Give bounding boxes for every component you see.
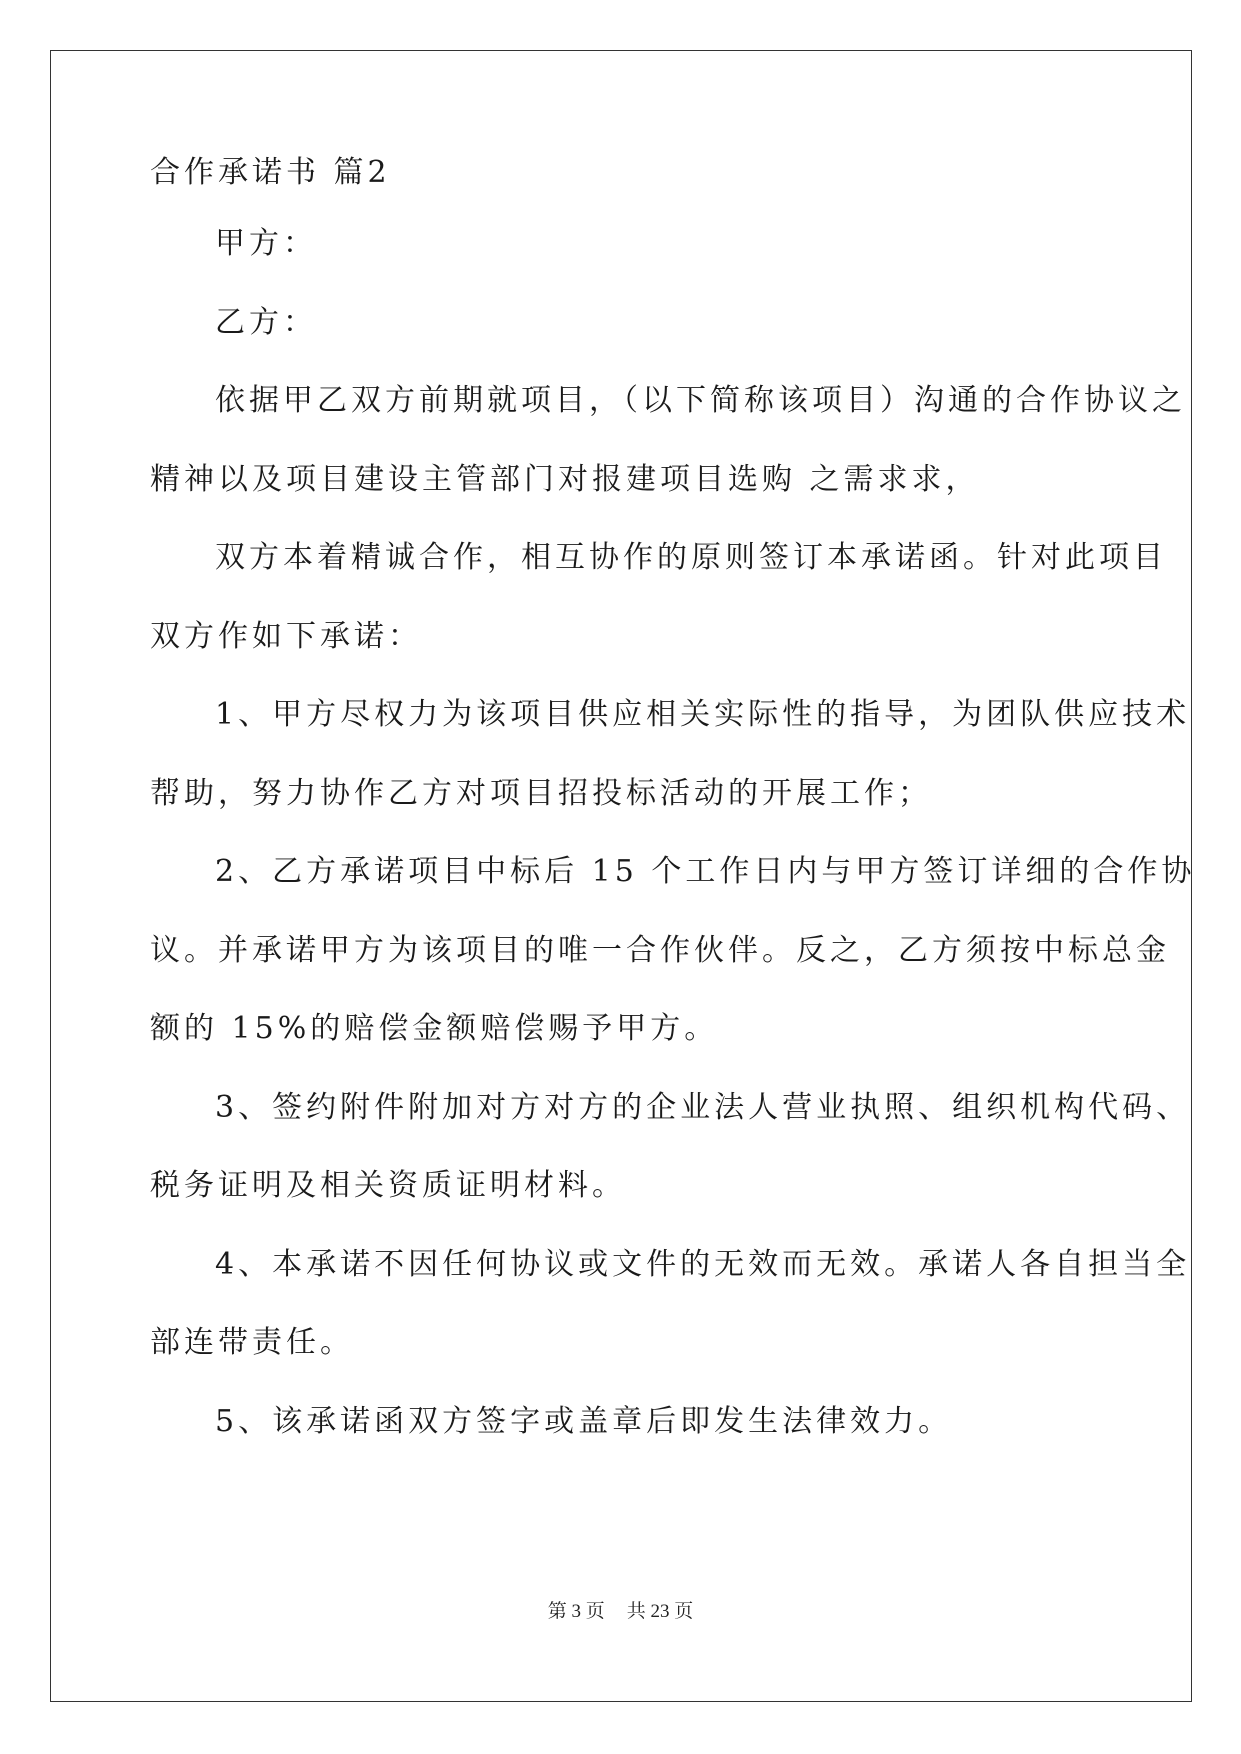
clause-2-line: 2、乙方承诺项目中标后 15 个工作日内与甲方签订详细的合作协	[215, 854, 1196, 889]
clause-4-line: 4、本承诺不因任何协议或文件的无效而无效。承诺人各自担当全	[215, 1247, 1191, 1282]
party-a-line: 甲方：	[215, 226, 317, 261]
paragraph-line: 双方本着精诚合作，相互协作的原则签订本承诺函。针对此项目	[215, 540, 1167, 575]
document-title: 合作承诺书 篇2	[150, 155, 391, 190]
paragraph-line: 双方作如下承诺：	[150, 619, 422, 654]
page-number: 第 3 页	[547, 1601, 605, 1622]
clause-3-line: 3、签约附件附加对方对方的企业法人营业执照、组织机构代码、	[215, 1090, 1191, 1125]
clause-1-line: 帮助，努力协作乙方对项目招投标活动的开展工作；	[150, 776, 932, 811]
clause-2-line: 额的 15%的赔偿金额赔偿赐予甲方。	[150, 1011, 719, 1046]
page-footer	[0, 1600, 1241, 1624]
clause-3-line: 税务证明及相关资质证明材料。	[150, 1168, 626, 1203]
clause-1-line: 1、甲方尽权力为该项目供应相关实际性的指导，为团队供应技术	[215, 697, 1191, 732]
paragraph-line: 依据甲乙双方前期就项目，（以下简称该项目）沟通的合作协议之	[215, 383, 1186, 418]
party-b-line: 乙方：	[215, 305, 317, 340]
clause-2-line: 议。并承诺甲方为该项目的唯一合作伙伴。反之，乙方须按中标总金	[150, 933, 1170, 968]
clause-4-line: 部连带责任。	[150, 1325, 354, 1360]
paragraph-line: 精神以及项目建设主管部门对报建项目选购 之需求求，	[150, 462, 980, 497]
clause-5-line: 5、该承诺函双方签字或盖章后即发生法律效力。	[215, 1404, 953, 1439]
page-total: 共 23 页	[626, 1601, 694, 1622]
